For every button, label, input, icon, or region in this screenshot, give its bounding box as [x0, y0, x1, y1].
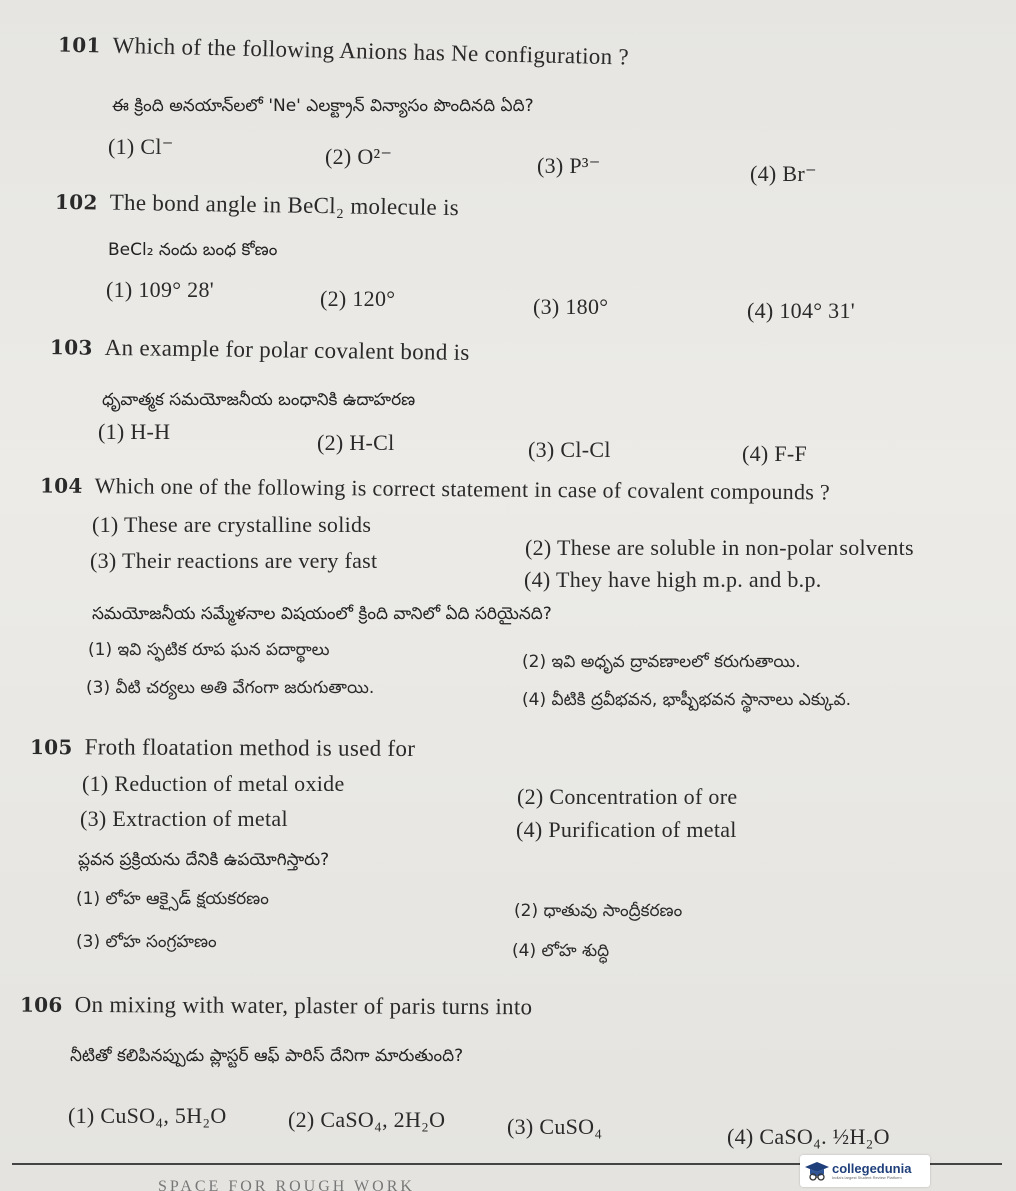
option-2: (2) These are soluble in non-polar solvents: [525, 535, 914, 560]
question-number: 105: [29, 734, 73, 760]
graduate-logo-icon: [804, 1160, 830, 1182]
option-2: (2) Concentration of ore: [517, 784, 738, 809]
option-1: (1) Cl⁻: [108, 134, 174, 159]
option-3: (3) 180°: [533, 294, 609, 319]
option-4: (4) Purification of metal: [516, 817, 737, 842]
telugu-option-1: (1) లోహ ఆక్సైడ్ క్షయకరణం: [76, 889, 269, 909]
brand-tagline: India's largest Student Review Platform: [832, 1175, 902, 1180]
option-4: (4) CaSO₄. ½H₂O: [727, 1124, 890, 1149]
question-number: 101: [57, 32, 101, 58]
telugu-option-3: (3) లోహ సంగ్రహణం: [76, 932, 217, 952]
question-text: 104 Which one of the following is correct statement in case of covalent compounds ?: [39, 473, 831, 505]
rough-work-label: SPACE FOR ROUGH WORK: [158, 1178, 415, 1191]
telugu-question-text: ధృవాత్మక సమయోజనీయ బంధానికి ఉదాహరణ: [102, 390, 416, 410]
option-2: (2) 120°: [320, 286, 396, 311]
telugu-option-4: (4) లోహ శుద్ధి: [512, 941, 610, 961]
telugu-question-text: నీటితో కలిపినప్పుడు ప్లాస్టర్ ఆఫ్ పారిస్ దేనిగా మారుతుంది?: [70, 1046, 464, 1066]
question-number: 104: [39, 473, 83, 498]
telugu-option-3: (3) వీటి చర్యలు అతి వేగంగా జరుగుతాయి.: [86, 678, 375, 698]
option-3: (3) Cl-Cl: [528, 437, 611, 462]
option-4: (4) They have high m.p. and b.p.: [524, 567, 822, 592]
question-number: 102: [54, 189, 98, 215]
option-3: (3) Extraction of metal: [80, 806, 288, 831]
telugu-option-4: (4) వీటికి ద్రవీభవన, భాష్పీభవన స్థానాలు ఎక్కువ.: [522, 690, 852, 710]
option-3: (3) Their reactions are very fast: [90, 548, 378, 573]
telugu-option-1: (1) ఇవి స్ఫటిక రూప ఘన పదార్థాలు: [88, 640, 330, 660]
collegedunia-watermark: [800, 1155, 930, 1187]
option-1: (1) These are crystalline solids: [92, 512, 372, 537]
option-1: (1) 109° 28': [106, 277, 215, 302]
question-text: 103 An example for polar covalent bond is: [49, 334, 470, 365]
telugu-question-text: BeCl₂ నందు బంధ కోణం: [108, 240, 278, 260]
question-number: 106: [19, 992, 63, 1017]
question-text: 106 On mixing with water, plaster of paris turns into: [19, 991, 533, 1020]
option-2: (2) O²⁻: [325, 144, 393, 169]
question-text: 102 The bond angle in BeCl₂ molecule is: [54, 189, 460, 221]
option-4: (4) Br⁻: [750, 161, 817, 186]
question-text: 101 Which of the following Anions has Ne configuration ?: [57, 32, 630, 70]
option-3: (3) CuSO₄: [507, 1114, 603, 1139]
telugu-question-text: ఈ క్రింది అనయాన్‌లలో 'Ne' ఎలక్ట్రాన్ విన్యాసం పొందినది ఏది?: [112, 96, 534, 116]
brand-name: collegedunia: [832, 1161, 912, 1176]
watermark-text: [832, 1162, 911, 1180]
option-1: (1) CuSO₄, 5H₂O: [68, 1103, 227, 1128]
option-4: (4) 104° 31': [747, 298, 856, 323]
question-text: 105 Froth floatation method is used for: [29, 734, 416, 762]
option-1: (1) H-H: [98, 419, 171, 444]
option-2: (2) CaSO₄, 2H₂O: [288, 1107, 446, 1132]
telugu-question-text: ప్లవన ప్రక్రియను దేనికి ఉపయోగిస్తారు?: [78, 850, 330, 870]
telugu-option-2: (2) ఇవి అధృవ ద్రావణాలలో కరుగుతాయి.: [522, 652, 801, 672]
option-3: (3) P³⁻: [537, 153, 601, 178]
option-4: (4) F-F: [742, 441, 808, 466]
telugu-question-text: సమయోజనీయ సమ్మేళనాల విషయంలో క్రింది వానిలో ఏది సరియైనది?: [92, 604, 552, 624]
option-2: (2) H-Cl: [317, 430, 395, 455]
option-1: (1) Reduction of metal oxide: [82, 771, 345, 796]
telugu-option-2: (2) ధాతువు సాంద్రీకరణం: [514, 901, 683, 921]
question-number: 103: [49, 335, 93, 360]
